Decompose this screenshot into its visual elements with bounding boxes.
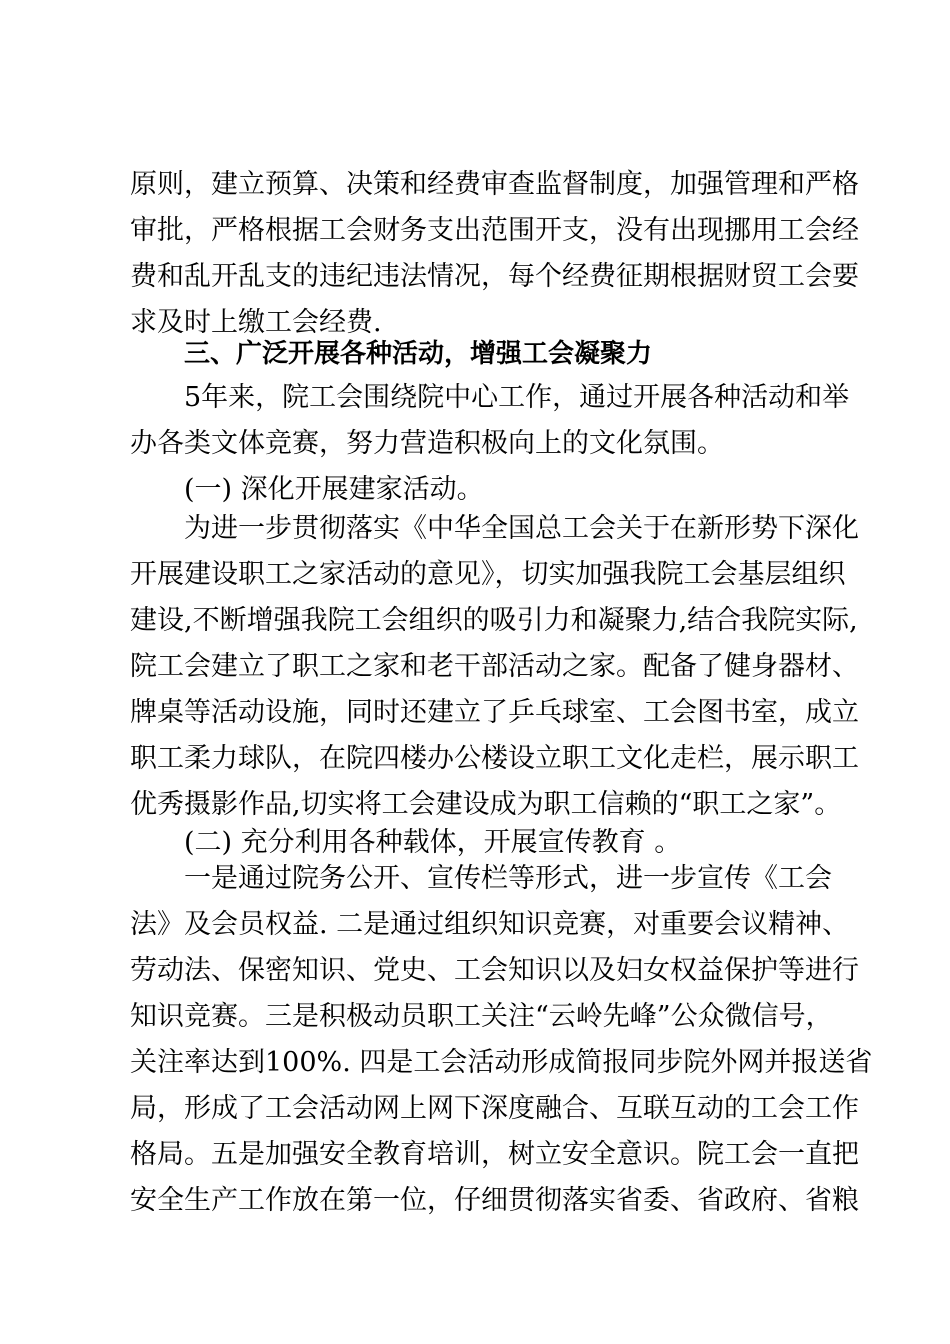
body-text-line: 原则，建立预算、决策和经费审查监督制度，加强管理和严格 bbox=[130, 169, 859, 200]
body-text-line: 审批，严格根据工会财务支出范围开支，没有出现挪用工会经 bbox=[130, 215, 859, 246]
body-text-line: 为进一步贯彻落实《中华全国总工会关于在新形势下深化 bbox=[184, 513, 859, 544]
body-text-line: 局，形成了工会活动网上网下深度融合、互联互动的工会工作 bbox=[130, 1093, 859, 1124]
body-text-line: 劳动法、保密知识、党史、工会知识以及妇女权益保护等进行 bbox=[130, 955, 859, 986]
subsection-heading: (一) 深化开展建家活动。 bbox=[184, 474, 484, 505]
body-text-line: 一是通过院务公开、宣传栏等形式，进一步宣传《工会 bbox=[184, 863, 832, 894]
body-text-line: 建设,不断增强我院工会组织的吸引力和凝聚力,结合我院实际, bbox=[130, 605, 858, 636]
body-text-line: 格局。五是加强安全教育培训，树立安全意识。院工会一直把 bbox=[130, 1139, 859, 1170]
body-text-line: 法》及会员权益. 二是通过组织知识竞赛，对重要会议精神、 bbox=[130, 909, 850, 940]
body-text-line: 职工柔力球队，在院四楼办公楼设立职工文化走栏，展示职工 bbox=[130, 743, 859, 774]
body-text-line: 安全生产工作放在第一位，仔细贯彻落实省委、省政府、省粮 bbox=[130, 1185, 859, 1216]
body-text-line: 费和乱开乱支的违纪违法情况，每个经费征期根据财贸工会要 bbox=[130, 261, 859, 292]
body-text-line: 优秀摄影作品,切实将工会建设成为职工信赖的“职工之家”。 bbox=[130, 789, 842, 820]
body-text-line: 办各类文体竞赛，努力营造积极向上的文化氛围。 bbox=[130, 428, 724, 459]
body-text-line: 求及时上缴工会经费. bbox=[130, 307, 382, 338]
body-text-line: 5年来，院工会围绕院中心工作，通过开展各种活动和举 bbox=[184, 382, 850, 413]
body-text-line: 知识竞赛。三是积极动员职工关注“云岭先峰”公众微信号， bbox=[130, 1001, 833, 1032]
body-text-line: 开展建设职工之家活动的意见》，切实加强我院工会基层组织 bbox=[130, 559, 846, 590]
subsection-heading: (二) 充分利用各种载体，开展宣传教育 。 bbox=[184, 827, 682, 858]
body-text-line: 院工会建立了职工之家和老干部活动之家。配备了健身器材、 bbox=[130, 651, 859, 682]
body-text-line: 关注率达到100%. 四是工会活动形成简报同步院外网并报送省 bbox=[130, 1047, 873, 1078]
body-text-line: 牌桌等活动设施，同时还建立了乒乓球室、工会图书室，成立 bbox=[130, 697, 859, 728]
section-heading: 三、广泛开展各种活动，增强工会凝聚力 bbox=[184, 339, 653, 369]
